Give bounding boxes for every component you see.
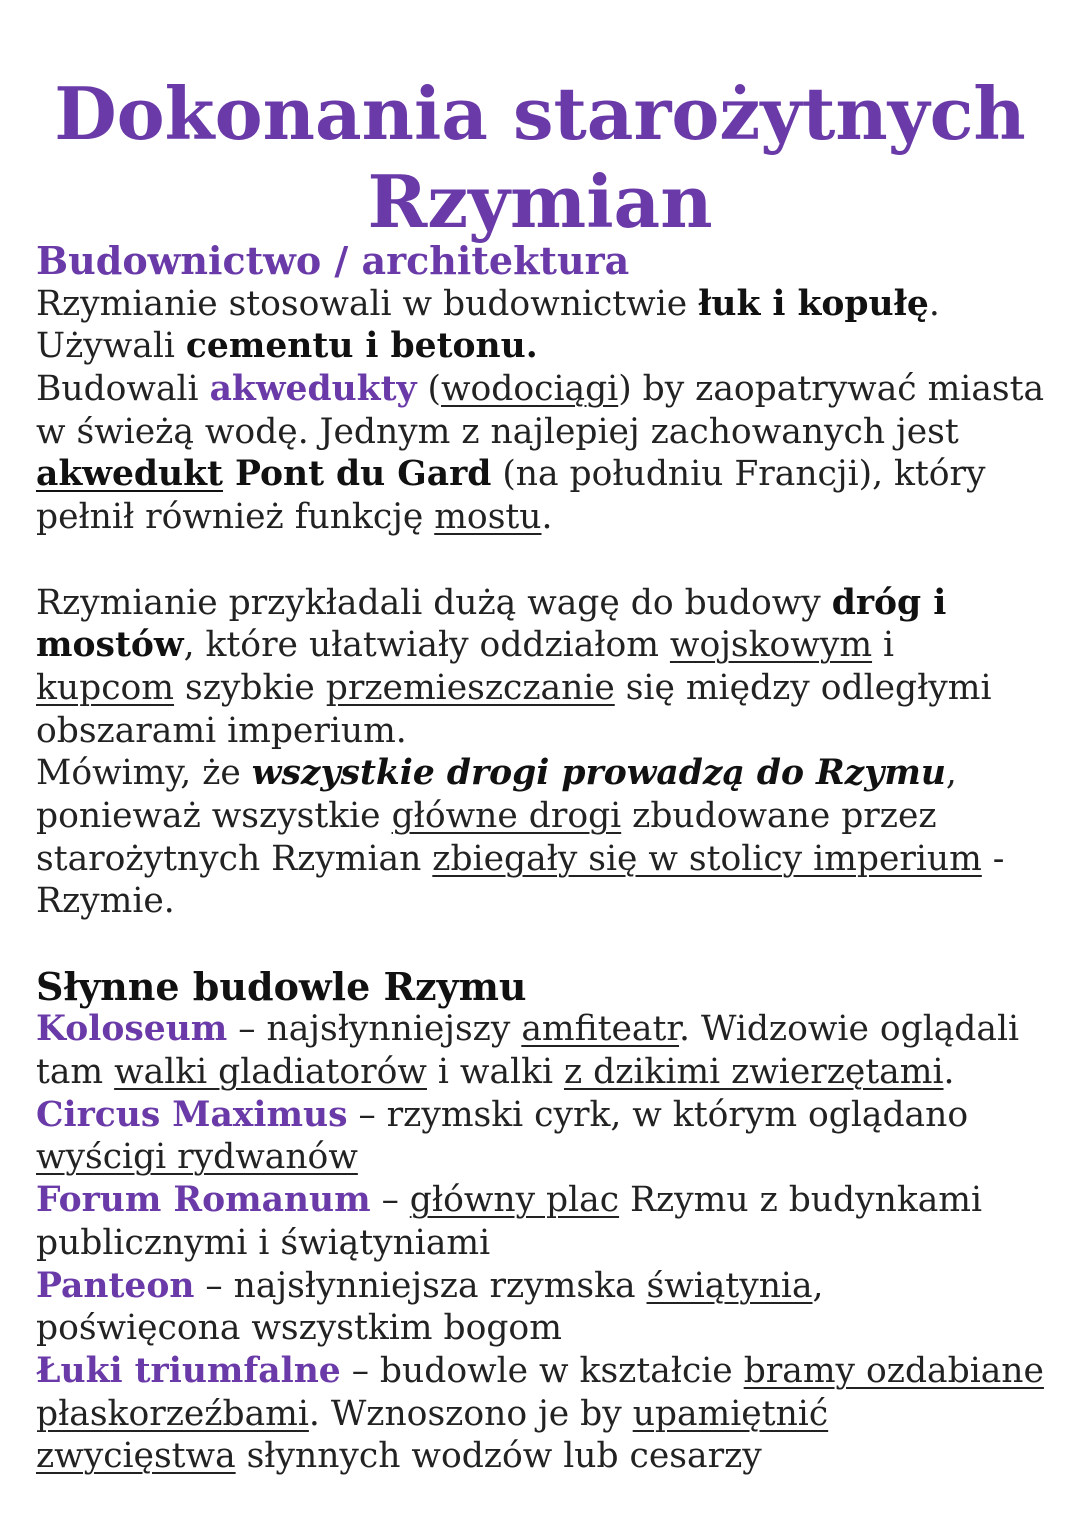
document-body bbox=[36, 240, 1056, 1478]
paragraph-line: mostów, które ułatwiały oddziałom wojskowym i bbox=[36, 625, 895, 666]
paragraph-line: obszarami imperium. bbox=[36, 710, 407, 751]
spacer bbox=[36, 923, 1056, 966]
paragraph-line: Circus Maximus – rzymski cyrk, w którym oglądano bbox=[36, 1094, 969, 1135]
paragraph-line: tam walki gladiatorów i walki z dzikimi zwierzętami. bbox=[36, 1052, 955, 1093]
paragraph-line: Rzymianie przykładali dużą wagę do budowy dróg i bbox=[36, 582, 947, 623]
paragraph-line: Budowali akwedukty (wodociągi) by zaopatrywać miasta bbox=[36, 369, 1045, 410]
paragraph-line: płaskorzeźbami. Wznoszono je by upamiętnić bbox=[36, 1393, 829, 1434]
paragraph-line: zwycięstwa słynnych wodzów lub cesarzy bbox=[36, 1436, 762, 1477]
paragraph-line: Forum Romanum – główny plac Rzymu z budynkami bbox=[36, 1180, 983, 1221]
paragraph-line: publicznymi i świątyniami bbox=[36, 1222, 491, 1263]
paragraph-line: wyścigi rydwanów bbox=[36, 1137, 358, 1178]
paragraph-line: Panteon – najsłynniejsza rzymska świątynia, bbox=[36, 1265, 824, 1306]
paragraph-line: Łuki triumfalne – budowle w kształcie bramy ozdabiane bbox=[36, 1350, 1044, 1391]
section-heading-architecture: Budownictwo / architektura bbox=[36, 238, 630, 283]
paragraph-line: Mówimy, że wszystkie drogi prowadzą do Rzymu, bbox=[36, 753, 957, 794]
paragraph-line: ponieważ wszystkie główne drogi zbudowane przez bbox=[36, 795, 937, 836]
paragraph-line: poświęcona wszystkim bogom bbox=[36, 1308, 562, 1349]
page-title-line-1: Dokonania starożytnych bbox=[54, 71, 1026, 156]
section-heading-famous-buildings: Słynne budowle Rzymu bbox=[36, 963, 527, 1009]
paragraph-line: Rzymie. bbox=[36, 881, 175, 922]
paragraph-line: Używali cementu i betonu. bbox=[36, 326, 538, 367]
paragraph-line: w świeżą wodę. Jednym z najlepiej zachowanych jest bbox=[36, 411, 959, 452]
paragraph-line: starożytnych Rzymian zbiegały się w stolicy imperium - bbox=[36, 838, 1005, 879]
paragraph-line: akwedukt Pont du Gard (na południu Francji), który bbox=[36, 454, 986, 495]
spacer bbox=[36, 539, 1056, 582]
paragraph-line: Koloseum – najsłynniejszy amfiteatr. Widzowie oglądali bbox=[36, 1009, 1020, 1050]
page-title bbox=[0, 70, 1080, 246]
page-title-line-2: Rzymian bbox=[367, 159, 713, 244]
paragraph-line: pełnił również funkcję mostu. bbox=[36, 497, 553, 538]
paragraph-line: Rzymianie stosowali w budownictwie łuk i kopułę. bbox=[36, 283, 940, 324]
paragraph-line: kupcom szybkie przemieszczanie się między odległymi bbox=[36, 667, 992, 708]
